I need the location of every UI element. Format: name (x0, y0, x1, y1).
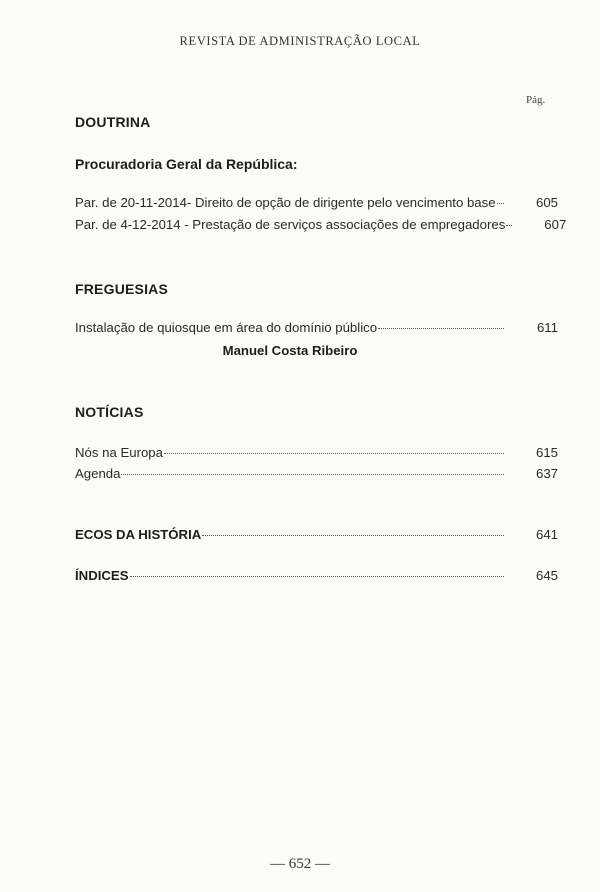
dot-leader (378, 328, 504, 329)
section-title-freguesias: FREGUESIAS (75, 281, 169, 297)
page-column-label: Pág. (526, 94, 546, 106)
footer-page-number: — 652 — (270, 856, 330, 872)
entry-text: Par. de 4-12-2014 - Prestação de serviços associações de empregadores (75, 217, 506, 232)
toc-entry-doutrina-2 (75, 217, 567, 235)
dot-leader (202, 535, 504, 536)
dot-leader (497, 203, 504, 204)
subsection-title-procuradoria: Procuradoria Geral da República: (75, 156, 298, 172)
dot-leader (130, 576, 505, 577)
section-title-doutrina: DOUTRINA (75, 114, 151, 130)
journal-title: REVISTA DE ADMINISTRAÇÃO LOCAL (179, 34, 421, 48)
dot-leader (506, 225, 512, 226)
page-number: 611 (536, 320, 558, 335)
entry-text: Par. de 20-11-2014- Direito de opção de dirigente pelo vencimento base (75, 195, 496, 210)
toc-entry-freguesias-1 (75, 320, 558, 338)
page-number: 637 (535, 466, 558, 481)
dot-leader (164, 453, 504, 454)
entry-text: Instalação de quiosque em área do domínio público (75, 320, 378, 335)
entry-text: Nós na Europa (75, 445, 163, 460)
page-number: 645 (535, 568, 558, 583)
entry-text: Agenda (75, 466, 121, 481)
author-name: Manuel Costa Ribeiro (222, 343, 358, 358)
section-title-ecos: ECOS DA HISTÓRIA (75, 527, 202, 542)
toc-entry-indices (75, 568, 558, 586)
section-title-indices: ÍNDICES (75, 568, 129, 583)
toc-entry-noticias-1 (75, 445, 558, 463)
toc-entry-noticias-2 (75, 466, 558, 484)
page-number: 641 (535, 527, 558, 542)
page-number: 615 (535, 445, 558, 460)
page-number: 605 (535, 195, 558, 210)
section-title-noticias: NOTÍCIAS (75, 404, 144, 420)
toc-entry-doutrina-1 (75, 195, 558, 213)
dot-leader (121, 474, 504, 475)
page-number: 607 (544, 217, 567, 232)
toc-entry-ecos-da-historia (75, 527, 558, 545)
